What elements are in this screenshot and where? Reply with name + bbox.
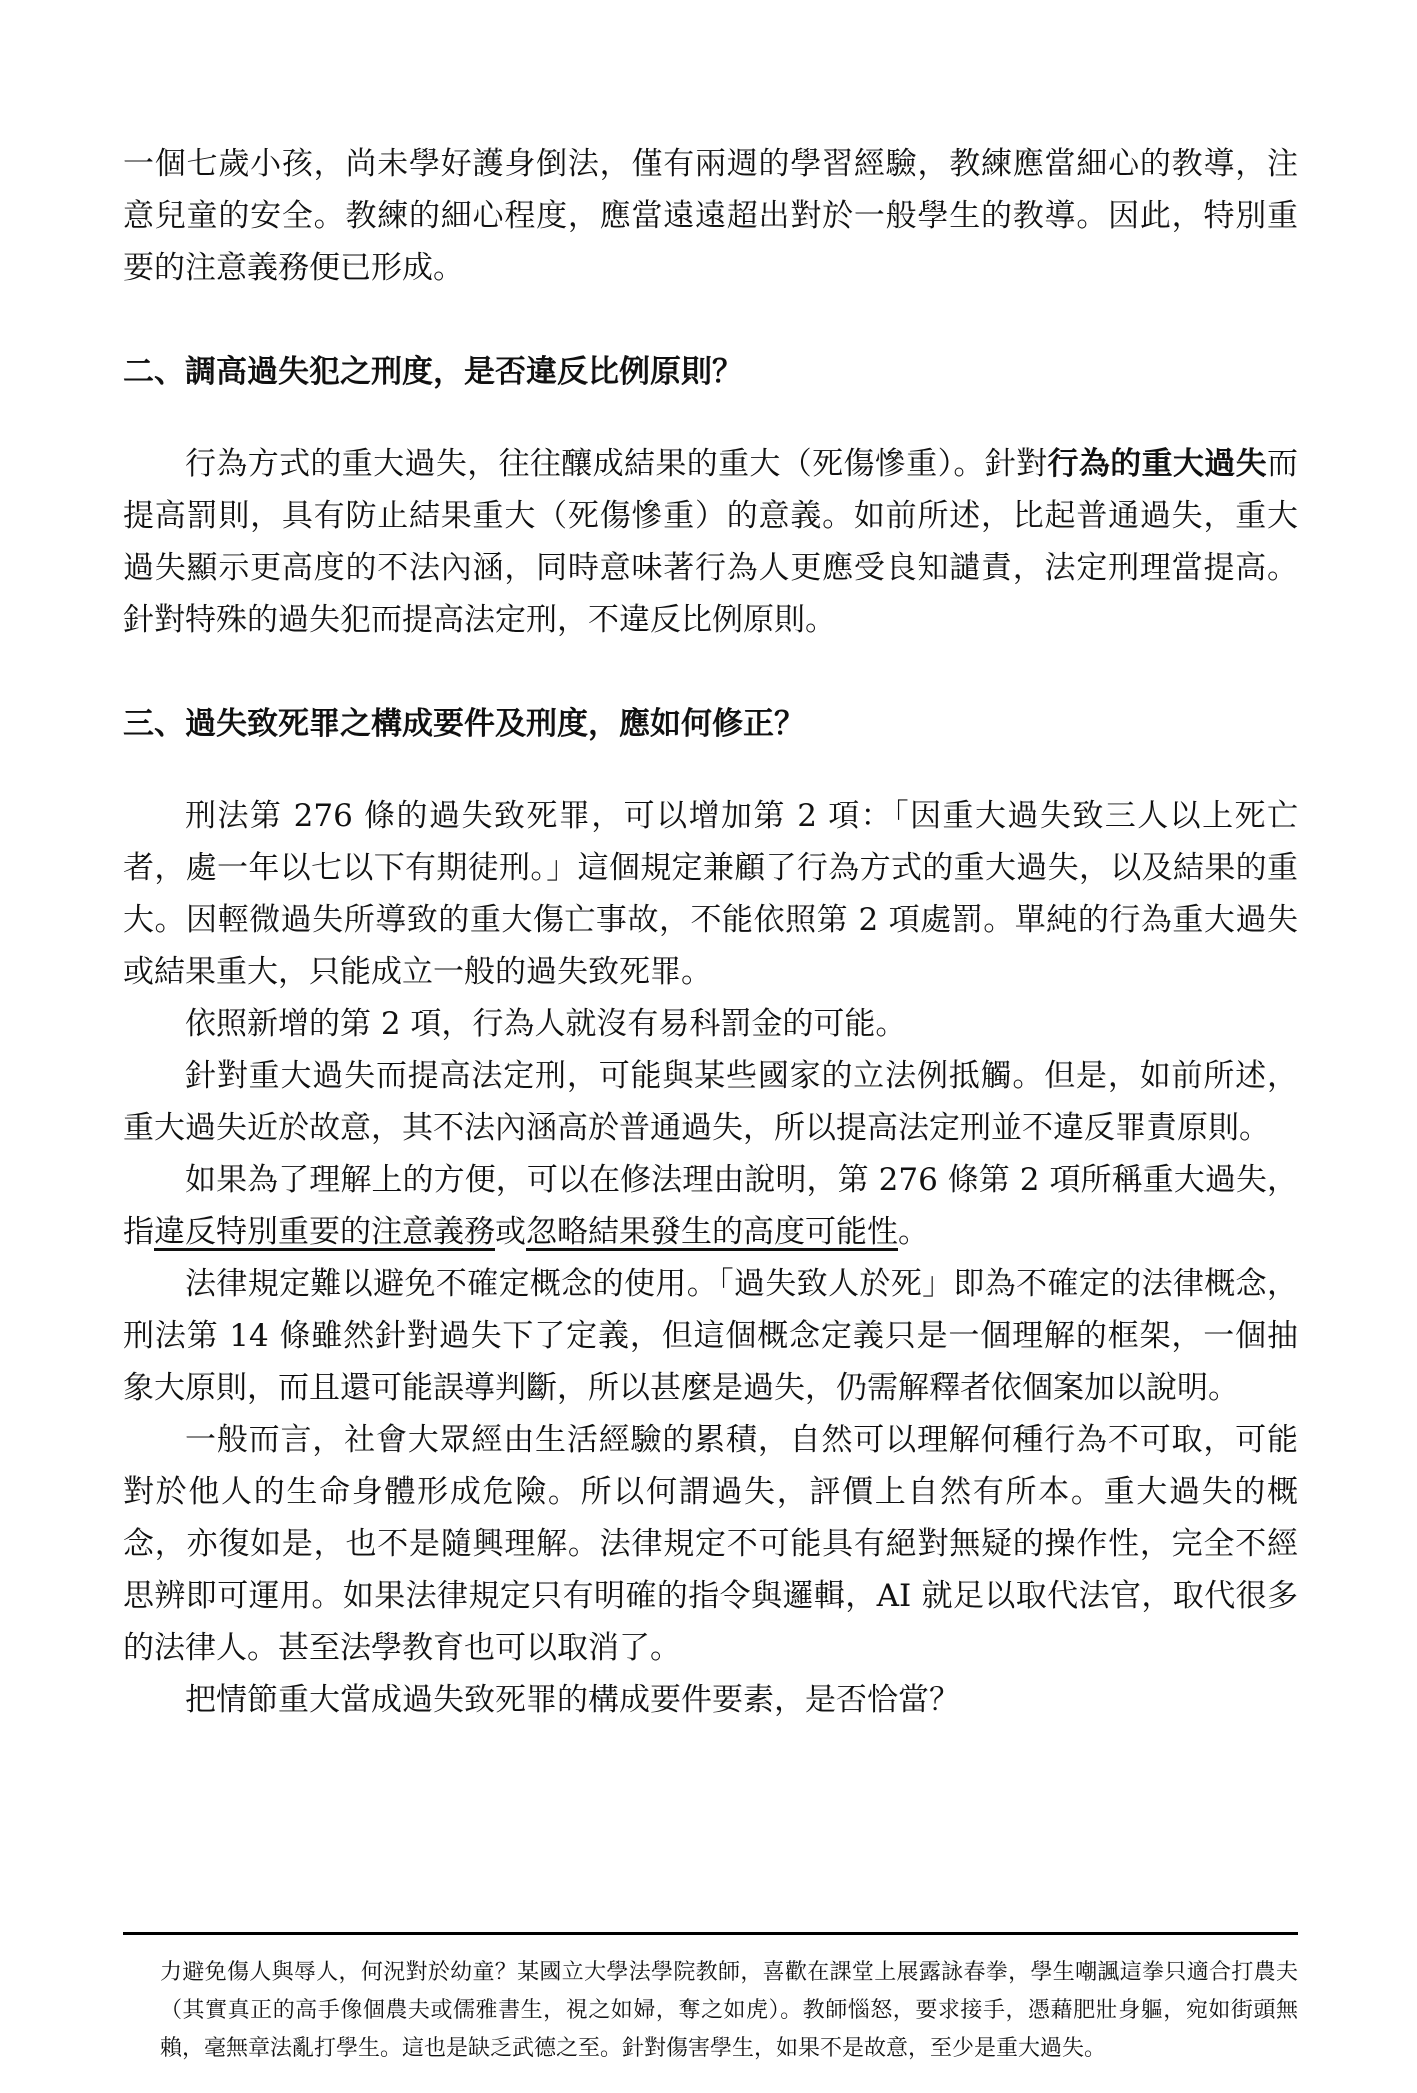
section-3-paragraph-3: 針對重大過失而提高法定刑，可能與某些國家的立法例抵觸。但是，如前所述，重大過失近於故意，其不法內涵高於普通過失，所以提高法定刑並不違反罪責原則。 [123, 1058, 1298, 1146]
emphasis-bold: 行為的重大過失 [1047, 446, 1267, 482]
footnote-divider [123, 1932, 1298, 1935]
main-content [123, 138, 1298, 1726]
section-3-paragraph-1: 刑法第 276 條的過失致死罪，可以增加第 2 項：「因重大過失致三人以上死亡者，處一年以七以下有期徒刑。」這個規定兼顧了行為方式的重大過失，以及結果的重大。因輕微過失所導致的重大傷亡事故，不能依照第 2 項處罰。單純的行為重大過失或結果重大，只能成立一般的過失致死罪。 [123, 798, 1298, 990]
section-2-heading: 二、調高過失犯之刑度，是否違反比例原則？ [123, 354, 743, 390]
underlined-phrase-1: 違反特別重要的注意義務 [154, 1214, 495, 1250]
footnote-text: 力避免傷人與辱人，何況對於幼童？某國立大學法學院教師，喜歡在課堂上展露詠春拳，學生嘲諷這拳只適合打農夫（其實真正的高手像個農夫或儒雅書生，視之如婦，奪之如虎）。教師惱怒，要求接手，憑藉肥壯身軀，宛如街頭無賴，毫無章法亂打學生。這也是缺乏武德之至。針對傷害學生，如果不是故意，至少是重大過失。 [160, 1960, 1298, 2061]
section-3-paragraph-7: 把情節重大當成過失致死罪的構成要件要素，是否恰當？ [185, 1682, 960, 1718]
section-3-paragraph-6: 一般而言，社會大眾經由生活經驗的累積，自然可以理解何種行為不可取，可能對於他人的生命身體形成危險。所以何謂過失，評價上自然有所本。重大過失的概念，亦復如是，也不是隨興理解。法律規定不可能具有絕對無疑的操作性，完全不經思辨即可運用。如果法律規定只有明確的指令與邏輯，AI 就足以取代法官，取代很多的法律人。甚至法學教育也可以取消了。 [123, 1422, 1298, 1666]
section-2-paragraph: 行為方式的重大過失，往往釀成結果的重大（死傷慘重）。針對行為的重大過失而提高罰則，具有防止結果重大（死傷慘重）的意義。如前所述，比起普通過失，重大過失顯示更高度的不法內涵，同時意味著行為人更應受良知譴責，法定刑理當提高。針對特殊的過失犯而提高法定刑，不違反比例原則。 [123, 446, 1298, 638]
spacer [123, 398, 1298, 438]
section-3-heading: 三、過失致死罪之構成要件及刑度，應如何修正？ [123, 706, 805, 742]
spacer [123, 294, 1298, 346]
underlined-phrase-2: 忽略結果發生的高度可能性 [526, 1214, 898, 1250]
section-3-paragraph-4: 如果為了理解上的方便，可以在修法理由說明，第 276 條第 2 項所稱重大過失，指違反特別重要的注意義務或忽略結果發生的高度可能性。 [123, 1162, 1298, 1250]
spacer [123, 646, 1298, 698]
section-3-paragraph-5: 法律規定難以避免不確定概念的使用。「過失致人於死」即為不確定的法律概念，刑法第 14 條雖然針對過失下了定義，但這個概念定義只是一個理解的框架，一個抽象大原則，而且還可能誤導判斷，所以甚麼是過失，仍需解釋者依個案加以說明。 [123, 1266, 1298, 1406]
intro-paragraph: 一個七歲小孩，尚未學好護身倒法，僅有兩週的學習經驗，教練應當細心的教導，注意兒童的安全。教練的細心程度，應當遠遠超出對於一般學生的教導。因此，特別重要的注意義務便已形成。 [123, 146, 1298, 286]
spacer [123, 750, 1298, 790]
section-3-paragraph-2: 依照新增的第 2 項，行為人就沒有易科罰金的可能。 [185, 1006, 907, 1042]
